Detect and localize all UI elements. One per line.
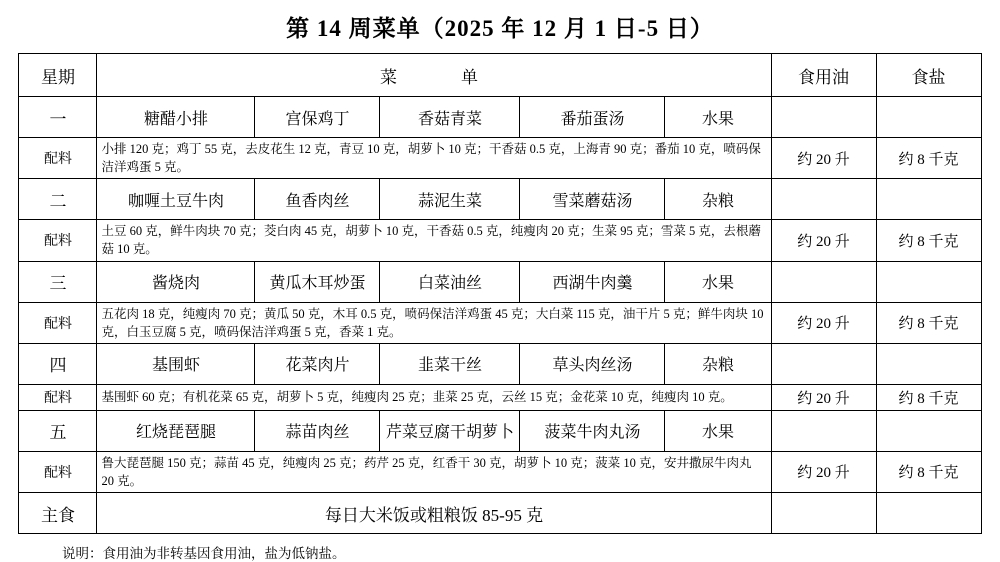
header-menu: 菜 单 (97, 54, 771, 97)
day-label: 二 (19, 179, 97, 220)
staple-text: 每日大米饭或粗粮饭 85-95 克 (97, 493, 771, 534)
salt-value: 约 8 千克 (876, 302, 981, 343)
header-oil: 食用油 (771, 54, 876, 97)
ingredient-label: 配料 (19, 302, 97, 343)
dish-item: 韭菜干丝 (380, 343, 520, 384)
dish-item: 红烧琵琶腿 (97, 410, 255, 451)
weekly-menu-table (18, 53, 981, 534)
staple-row (19, 493, 981, 534)
oil-value: 约 20 升 (771, 302, 876, 343)
dish-item: 宫保鸡丁 (255, 97, 380, 138)
table-row (19, 261, 981, 302)
oil-cell-empty (771, 493, 876, 534)
dish-item: 芹菜豆腐干胡萝卜 (380, 410, 520, 451)
ingredient-label: 配料 (19, 451, 97, 492)
salt-value: 约 8 千克 (876, 384, 981, 410)
oil-value: 约 20 升 (771, 451, 876, 492)
salt-value: 约 8 千克 (876, 220, 981, 261)
oil-cell-empty (771, 179, 876, 220)
dish-item: 杂粮 (665, 343, 771, 384)
ingredient-text: 鲁大琵琶腿 150 克；蒜苗 45 克，纯瘦肉 25 克；药芹 25 克，红香干 30 克，胡萝卜 10 克；菠菜 10 克，安井撒尿牛肉丸 20 克。 (97, 451, 771, 492)
table-row (19, 410, 981, 451)
ingredient-text: 土豆 60 克，鲜牛肉块 70 克；茭白肉 45 克，胡萝卜 10 克，干香菇 0.5 克，纯瘦肉 20 克；生菜 95 克；雪菜 5 克，去根蘑菇 10 克。 (97, 220, 771, 261)
dish-item: 黄瓜木耳炒蛋 (255, 261, 380, 302)
table-row (19, 343, 981, 384)
day-label: 一 (19, 97, 97, 138)
dish-item: 糖醋小排 (97, 97, 255, 138)
day-label: 五 (19, 410, 97, 451)
salt-cell-empty (876, 493, 981, 534)
salt-cell-empty (876, 410, 981, 451)
dish-item: 水果 (665, 261, 771, 302)
dish-item: 番茄蛋汤 (520, 97, 665, 138)
ingredient-label: 配料 (19, 220, 97, 261)
oil-cell-empty (771, 343, 876, 384)
dish-item: 蒜泥生菜 (380, 179, 520, 220)
oil-cell-empty (771, 261, 876, 302)
page-title: 第 14 周菜单（2025 年 12 月 1 日-5 日） (286, 16, 714, 41)
dish-item: 花菜肉片 (255, 343, 380, 384)
salt-value: 约 8 千克 (876, 451, 981, 492)
oil-value: 约 20 升 (771, 138, 876, 179)
salt-cell-empty (876, 261, 981, 302)
dish-item: 蒜苗肉丝 (255, 410, 380, 451)
ingredient-text: 基围虾 60 克；有机花菜 65 克，胡萝卜 5 克，纯瘦肉 25 克；韭菜 25 克，云丝 15 克；金花菜 10 克，纯瘦肉 10 克。 (97, 384, 771, 410)
oil-value: 约 20 升 (771, 384, 876, 410)
dish-item: 草头肉丝汤 (520, 343, 665, 384)
table-row (19, 384, 981, 410)
salt-cell-empty (876, 343, 981, 384)
table-row (19, 97, 981, 138)
salt-cell-empty (876, 179, 981, 220)
table-row (19, 302, 981, 343)
oil-cell-empty (771, 97, 876, 138)
table-row (19, 179, 981, 220)
ingredient-label: 配料 (19, 384, 97, 410)
dish-item: 雪菜蘑菇汤 (520, 179, 665, 220)
day-label: 三 (19, 261, 97, 302)
dish-item: 咖喱土豆牛肉 (97, 179, 255, 220)
header-salt: 食盐 (876, 54, 981, 97)
dish-item: 白菜油丝 (380, 261, 520, 302)
dish-item: 西湖牛肉羹 (520, 261, 665, 302)
dish-item: 杂粮 (665, 179, 771, 220)
oil-value: 约 20 升 (771, 220, 876, 261)
dish-item: 水果 (665, 410, 771, 451)
header-weekday: 星期 (19, 54, 97, 97)
table-row (19, 220, 981, 261)
staple-label: 主食 (19, 493, 97, 534)
dish-item: 鱼香肉丝 (255, 179, 380, 220)
day-label: 四 (19, 343, 97, 384)
footer-note: 说明：食用油为非转基因食用油，盐为低钠盐。 (62, 546, 346, 561)
dish-item: 菠菜牛肉丸汤 (520, 410, 665, 451)
ingredient-text: 小排 120 克；鸡丁 55 克，去皮花生 12 克，青豆 10 克，胡萝卜 10 克；干香菇 0.5 克，上海青 90 克；番茄 10 克，喷码保洁洋鸡蛋 5 克。 (97, 138, 771, 179)
dish-item: 香菇青菜 (380, 97, 520, 138)
oil-cell-empty (771, 410, 876, 451)
dish-item: 基围虾 (97, 343, 255, 384)
salt-cell-empty (876, 97, 981, 138)
dish-item: 酱烧肉 (97, 261, 255, 302)
ingredient-text: 五花肉 18 克，纯瘦肉 70 克；黄瓜 50 克，木耳 0.5 克，喷码保洁洋鸡蛋 45 克；大白菜 115 克，油干片 5 克；鲜牛肉块 10 克，白玉豆腐 5 克，喷码保洁洋鸡蛋 5 克，香菜 1 克。 (97, 302, 771, 343)
ingredient-label: 配料 (19, 138, 97, 179)
salt-value: 约 8 千克 (876, 138, 981, 179)
dish-item: 水果 (665, 97, 771, 138)
table-header-row (19, 54, 981, 97)
table-row (19, 451, 981, 492)
table-row (19, 138, 981, 179)
